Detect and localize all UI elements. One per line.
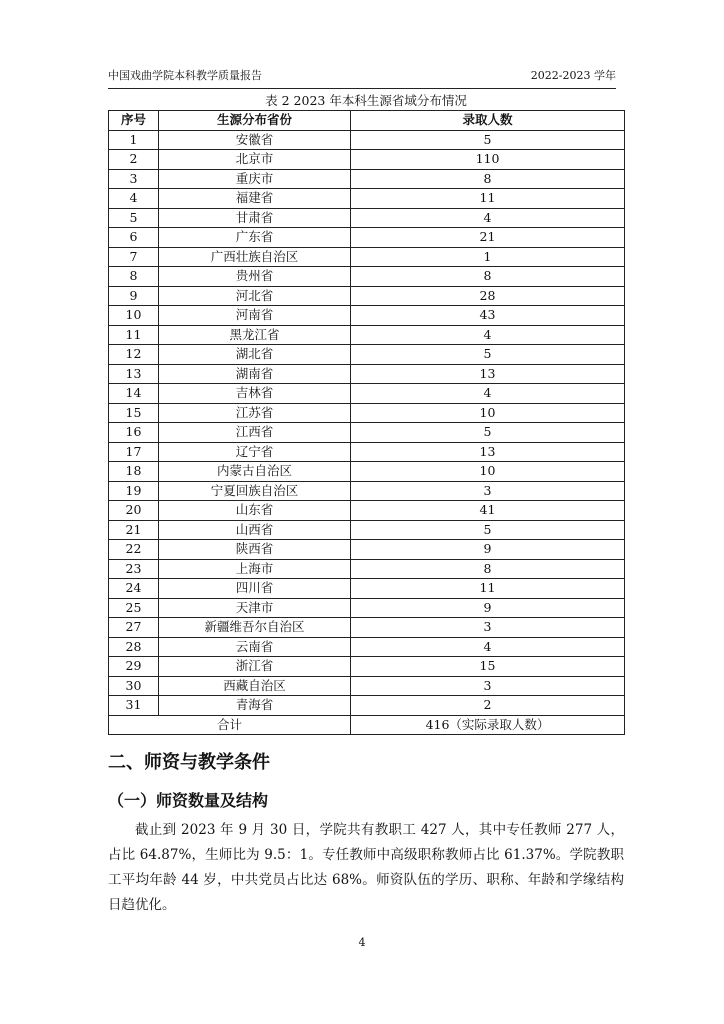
row-index: 6 [109,228,159,248]
row-province: 甘肃省 [159,208,351,228]
table-row [109,520,625,540]
row-province: 重庆市 [159,169,351,189]
row-index: 4 [109,189,159,209]
table-header-row [109,111,625,131]
table-row [109,169,625,189]
row-admitted: 11 [351,189,625,209]
row-index: 10 [109,306,159,326]
row-admitted: 10 [351,403,625,423]
row-province: 山东省 [159,501,351,521]
table-row [109,442,625,462]
row-index: 27 [109,618,159,638]
row-index: 30 [109,676,159,696]
table-row [109,501,625,521]
column-header-admitted: 录取人数 [351,111,625,131]
column-header-index: 序号 [109,111,159,131]
column-header-province: 生源分布省份 [159,111,351,131]
row-province: 湖北省 [159,345,351,365]
row-province: 吉林省 [159,384,351,404]
table-row [109,657,625,677]
row-index: 19 [109,481,159,501]
row-province: 陕西省 [159,540,351,560]
row-index: 15 [109,403,159,423]
row-admitted: 3 [351,676,625,696]
row-province: 青海省 [159,696,351,716]
header-academic-year: 2022-2023 学年 [530,69,616,82]
table-row [109,637,625,657]
table-row [109,481,625,501]
table-row [109,345,625,365]
table-total-row [109,715,625,735]
page-header [108,66,616,84]
row-admitted: 10 [351,462,625,482]
table-body [109,130,625,715]
page-number: 4 [358,936,366,949]
row-index: 7 [109,247,159,267]
row-index: 3 [109,169,159,189]
table-row [109,598,625,618]
row-province: 河北省 [159,286,351,306]
header-divider [108,88,616,89]
row-admitted: 9 [351,598,625,618]
table-row [109,286,625,306]
table-row [109,462,625,482]
row-admitted: 5 [351,345,625,365]
row-province: 宁夏回族自治区 [159,481,351,501]
row-admitted: 3 [351,481,625,501]
row-province: 贵州省 [159,267,351,287]
table-row [109,618,625,638]
row-province: 辽宁省 [159,442,351,462]
table-row [109,423,625,443]
row-admitted: 5 [351,520,625,540]
row-index: 18 [109,462,159,482]
table-row [109,189,625,209]
row-province: 广东省 [159,228,351,248]
row-index: 29 [109,657,159,677]
row-admitted: 8 [351,559,625,579]
row-province: 福建省 [159,189,351,209]
row-index: 28 [109,637,159,657]
row-province: 江西省 [159,423,351,443]
row-province: 四川省 [159,579,351,599]
row-province: 浙江省 [159,657,351,677]
table-row [109,150,625,170]
row-admitted: 8 [351,267,625,287]
row-admitted: 28 [351,286,625,306]
row-admitted: 5 [351,423,625,443]
row-admitted: 4 [351,325,625,345]
row-index: 17 [109,442,159,462]
row-province: 内蒙古自治区 [159,462,351,482]
row-admitted: 4 [351,384,625,404]
table-row [109,130,625,150]
row-index: 24 [109,579,159,599]
table-row [109,325,625,345]
row-index: 5 [109,208,159,228]
row-admitted: 11 [351,579,625,599]
section-heading: 二、师资与教学条件 [108,752,270,773]
row-admitted: 1 [351,247,625,267]
row-province: 黑龙江省 [159,325,351,345]
table-row [109,579,625,599]
row-admitted: 2 [351,696,625,716]
subsection-heading: （一）师资数量及结构 [108,791,269,810]
table-row [109,364,625,384]
row-admitted: 4 [351,208,625,228]
province-distribution-table [108,110,625,735]
row-province: 北京市 [159,150,351,170]
row-index: 23 [109,559,159,579]
table-row [109,306,625,326]
row-admitted: 8 [351,169,625,189]
row-province: 山西省 [159,520,351,540]
row-index: 22 [109,540,159,560]
row-admitted: 13 [351,442,625,462]
row-admitted: 110 [351,150,625,170]
row-index: 11 [109,325,159,345]
row-province: 上海市 [159,559,351,579]
total-label: 合计 [109,715,351,735]
row-province: 河南省 [159,306,351,326]
table-row [109,247,625,267]
table-row [109,403,625,423]
row-province: 江苏省 [159,403,351,423]
header-report-title: 中国戏曲学院本科教学质量报告 [108,69,262,82]
total-value: 416（实际录取人数） [351,715,625,735]
row-index: 25 [109,598,159,618]
table-row [109,384,625,404]
table-row [109,696,625,716]
row-province: 安徽省 [159,130,351,150]
row-admitted: 43 [351,306,625,326]
row-index: 8 [109,267,159,287]
row-province: 新疆维吾尔自治区 [159,618,351,638]
table-row [109,208,625,228]
row-index: 2 [109,150,159,170]
row-index: 13 [109,364,159,384]
table-row [109,540,625,560]
table-row [109,228,625,248]
row-index: 31 [109,696,159,716]
table-row [109,267,625,287]
row-index: 1 [109,130,159,150]
row-index: 9 [109,286,159,306]
table-row [109,559,625,579]
table-caption: 表 2 2023 年本科生源省域分布情况 [265,93,467,108]
row-admitted: 3 [351,618,625,638]
row-admitted: 9 [351,540,625,560]
row-province: 云南省 [159,637,351,657]
row-admitted: 21 [351,228,625,248]
row-index: 21 [109,520,159,540]
row-index: 14 [109,384,159,404]
row-admitted: 15 [351,657,625,677]
table-row [109,676,625,696]
row-index: 20 [109,501,159,521]
row-admitted: 41 [351,501,625,521]
row-province: 广西壮族自治区 [159,247,351,267]
row-province: 湖南省 [159,364,351,384]
body-paragraph: 截止到 2023 年 9 月 30 日，学院共有教职工 427 人，其中专任教师 277 人，占比 64.87%，生师比为 9.5：1。专任教师中高级职称教师占比 61.37%。学院教职工平均年龄 44 岁，中共党员占比达 68%。师资队伍的学历、职称、年龄和学缘结构日趋优化。 [108,822,624,913]
row-admitted: 5 [351,130,625,150]
row-province: 西藏自治区 [159,676,351,696]
row-admitted: 13 [351,364,625,384]
row-index: 16 [109,423,159,443]
row-province: 天津市 [159,598,351,618]
row-admitted: 4 [351,637,625,657]
row-index: 12 [109,345,159,365]
